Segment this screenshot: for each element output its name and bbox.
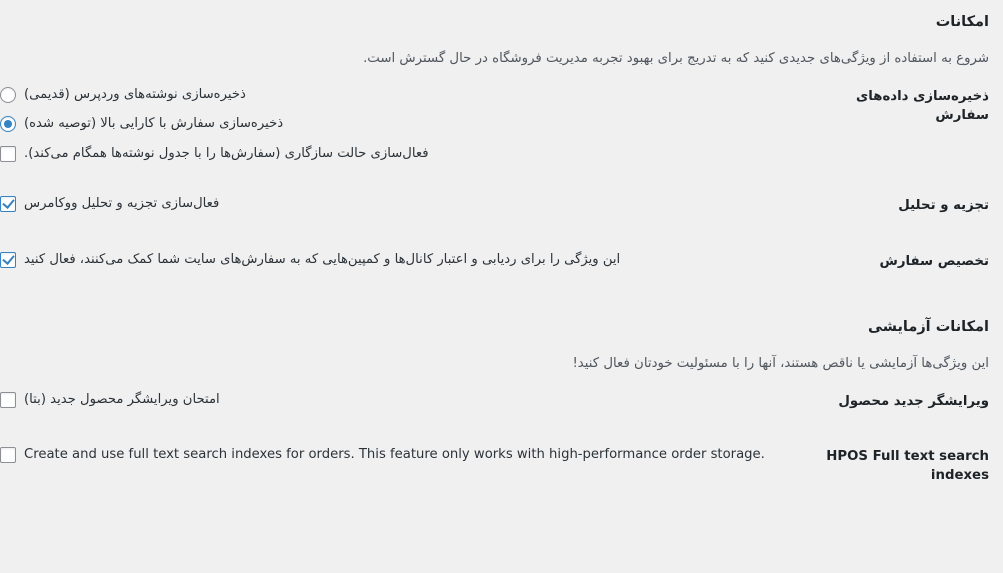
features-settings-table <box>0 69 989 289</box>
checkbox-try-new-product-editor[interactable] <box>0 392 16 408</box>
option-label: فعال‌سازی حالت سازگاری (سفارش‌ها را با جدول نوشته‌ها همگام می‌کند). <box>24 145 429 161</box>
row-controls-order-attribution <box>0 234 781 289</box>
experimental-section <box>0 289 989 504</box>
checkbox-compatibility-mode[interactable] <box>0 146 16 162</box>
option-try-new-product-editor[interactable] <box>0 390 781 410</box>
table-row <box>0 429 989 504</box>
option-label: ذخیره‌سازی سفارش با کارایی بالا (توصیه شده) <box>24 116 284 132</box>
option-enable-order-attribution[interactable] <box>0 250 781 270</box>
option-enable-analytics[interactable] <box>0 194 781 214</box>
row-controls-hpos-full-text-search <box>0 429 781 504</box>
checkbox-enable-analytics[interactable] <box>0 196 16 212</box>
row-label-order-data-storage: ذخیره‌سازی داده‌های سفارش <box>856 89 989 124</box>
experimental-settings-table <box>0 374 989 504</box>
option-high-performance-storage[interactable] <box>0 114 781 134</box>
option-label: Create and use full text search indexes for orders. This feature only works with high-performance order storage. <box>24 447 765 463</box>
checkbox-enable-order-attribution[interactable] <box>0 252 16 268</box>
table-row <box>0 69 989 178</box>
row-label-new-product-editor: ویرایشگر جدید محصول <box>838 393 989 409</box>
row-controls-order-data-storage <box>0 69 781 178</box>
radio-legacy-post-storage[interactable] <box>0 87 16 103</box>
features-section-title: امکانات <box>935 14 989 30</box>
row-label-order-attribution: تخصیص سفارش <box>879 253 989 269</box>
experimental-section-title: امکانات آزمایشی <box>868 318 989 335</box>
row-controls-new-product-editor <box>0 374 781 429</box>
table-row <box>0 374 989 429</box>
radio-high-performance-storage[interactable] <box>0 116 16 132</box>
option-compatibility-mode[interactable] <box>0 144 781 164</box>
option-hpos-full-text-search[interactable] <box>0 445 781 465</box>
row-label-hpos-full-text-search: HPOS Full text search indexes <box>826 449 989 484</box>
row-label-analytics: تجزیه و تحلیل <box>898 198 989 214</box>
option-label: امتحان ویرایشگر محصول جدید (بتا) <box>24 391 220 407</box>
option-label: این ویژگی را برای ردیابی و اعتبار کانال‌ها و کمپین‌هایی که به سفارش‌های سایت شما کمک می‌کنند، فعال کنید <box>24 251 621 267</box>
row-controls-analytics <box>0 178 781 233</box>
option-label: ذخیره‌سازی نوشته‌های وردپرس (قدیمی) <box>24 87 246 103</box>
experimental-section-description: این ویژگی‌ها آزمایشی یا ناقص هستند، آنها را با مسئولیت خودتان فعال کنید! <box>572 355 989 371</box>
checkbox-hpos-full-text-search[interactable] <box>0 447 16 463</box>
features-section-description: شروع به استفاده از ویژگی‌های جدیدی کنید که به تدریج برای بهبود تجربه مدیریت فروشگاه در حال گسترش است. <box>363 50 989 66</box>
table-row <box>0 234 989 289</box>
option-legacy-post-storage[interactable] <box>0 85 781 105</box>
table-row <box>0 178 989 233</box>
option-label: فعال‌سازی تجزیه و تحلیل ووکامرس <box>24 196 220 212</box>
